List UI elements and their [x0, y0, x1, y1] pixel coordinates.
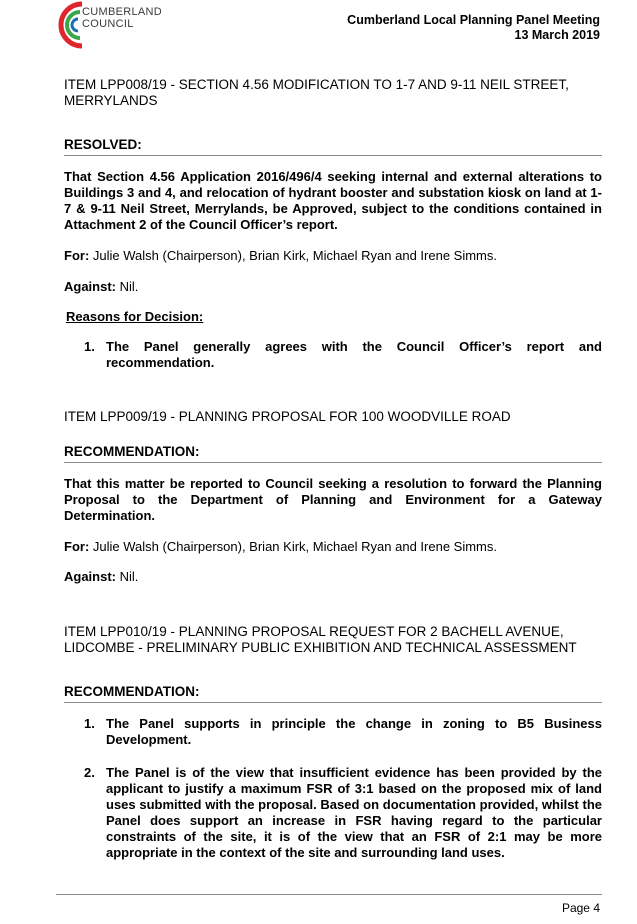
meeting-date: 13 March 2019	[514, 28, 600, 42]
point2-number: 2.	[84, 765, 95, 780]
against-value: Nil.	[116, 569, 139, 584]
point1-text: The Panel supports in principle the change in zoning to B5 Business Development.	[106, 716, 602, 747]
page-number: Page 4	[561, 901, 600, 915]
point2-text: The Panel is of the view that insufficient evidence has been provided by the applicant to justify a maximum FSR of 3:1 based on the proposed mix of land uses submitted with the proposal. Based on documentation provided, whilst the Panel does support an increase in FSR having regard to the particular constraints of the site, it is of the view that an FSR of 2:1 may be more appropriate in the context of the site and surrounding land uses.	[106, 765, 602, 860]
reason1-number: 1.	[84, 339, 95, 354]
item1-title	[64, 77, 602, 109]
council-logo	[58, 0, 198, 52]
item1-for-line	[64, 248, 602, 264]
item2-title: ITEM LPP009/19 - PLANNING PROPOSAL FOR 100 WOODVILLE ROAD	[64, 409, 511, 424]
item2-recommendation: That this matter be reported to Council seeking a resolution to forward the Planning Proposal to the Department of Planning and Environment for a Gateway Determination.	[64, 476, 602, 523]
meeting-title: Cumberland Local Planning Panel Meeting	[347, 13, 600, 27]
item3-recommendation-heading: RECOMMENDATION:	[64, 684, 602, 703]
resolved-heading: RESOLVED:	[64, 137, 602, 156]
against-value: Nil.	[116, 279, 139, 294]
for-value: Julie Walsh (Chairperson), Brian Kirk, Michael Ryan and Irene Simms.	[89, 248, 497, 263]
logo-text	[82, 6, 162, 30]
against-label: Against:	[64, 569, 116, 584]
item3-title-line2: LIDCOMBE - PRELIMINARY PUBLIC EXHIBITION AND TECHNICAL ASSESSMENT	[64, 640, 577, 655]
item2-recommendation-heading: RECOMMENDATION:	[64, 444, 602, 463]
item1-title-line2: MERRYLANDS	[64, 93, 158, 108]
logo-line-2: COUNCIL	[82, 18, 134, 30]
meeting-header	[347, 13, 600, 43]
council-logo-icon	[58, 0, 84, 50]
item1-resolution: That Section 4.56 Application 2016/496/4 seeking internal and external alterations to Buildings 3 and 4, and relocation of hydrant booster and substation kiosk on land at 1-7 & 9-11 Neil Street, Merrylands, be Approved, subject to the conditions contained in Attachment 2 of the Council Officer’s report.	[64, 169, 602, 232]
for-label: For:	[64, 248, 90, 263]
item3-title-line1: ITEM LPP010/19 - PLANNING PROPOSAL REQUEST FOR 2 BACHELL AVENUE,	[64, 624, 564, 639]
reasons-heading: Reasons for Decision:	[66, 309, 204, 324]
reason1-text: The Panel generally agrees with the Council Officer’s report and recommendation.	[106, 339, 602, 370]
item2-for-line	[64, 539, 602, 555]
item1-title-line1: ITEM LPP008/19 - SECTION 4.56 MODIFICATION TO 1-7 AND 9-11 NEIL STREET,	[64, 77, 569, 92]
item1-against-line	[64, 279, 602, 295]
point1-number: 1.	[84, 716, 95, 731]
item3-title	[64, 624, 602, 656]
for-label: For:	[64, 539, 90, 554]
logo-line-1: CUMBERLAND	[82, 6, 163, 18]
footer-divider	[56, 894, 602, 895]
against-label: Against:	[64, 279, 116, 294]
for-value: Julie Walsh (Chairperson), Brian Kirk, Michael Ryan and Irene Simms.	[89, 539, 497, 554]
item2-against-line	[64, 569, 602, 585]
